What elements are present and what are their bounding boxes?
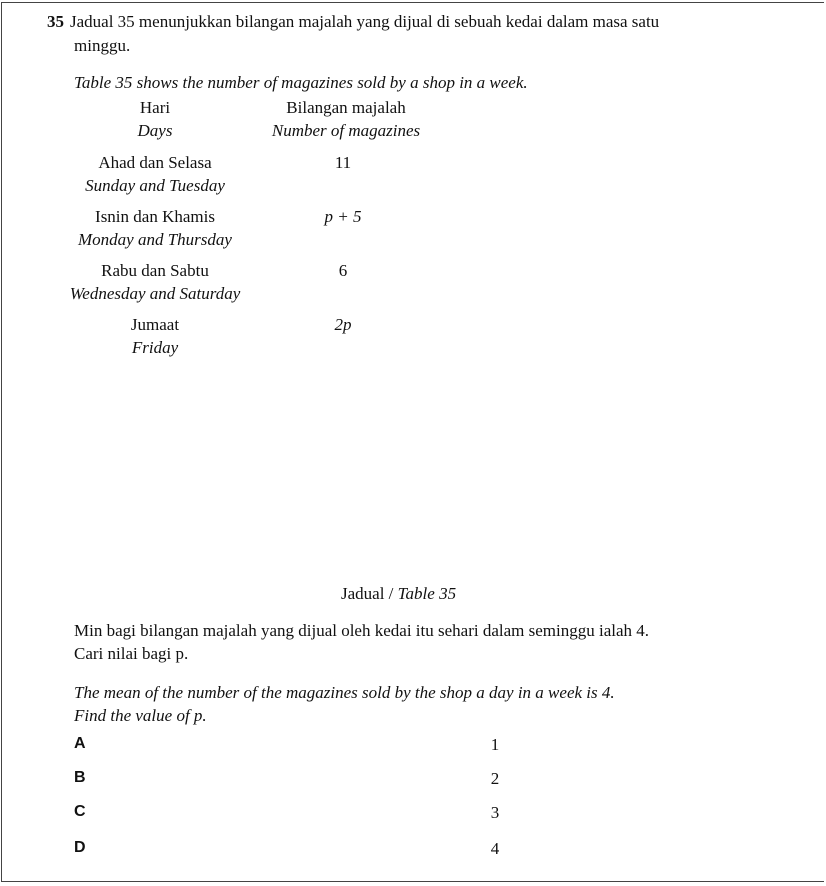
table-row-value: 11 xyxy=(334,153,352,172)
header-days-malay: Hari xyxy=(139,98,171,117)
table-row-value: 2p xyxy=(334,315,352,334)
option-a-letter[interactable]: A xyxy=(74,735,86,752)
table-row-day-malay: Rabu dan Sabtu xyxy=(101,261,209,280)
caption-english: Table 35 xyxy=(397,584,457,603)
option-c-value[interactable]: 3 xyxy=(490,803,500,822)
prompt-english-line1: The mean of the number of the magazines sold by the shop a day in a week is 4. xyxy=(74,683,615,702)
caption-malay: Jadual / xyxy=(341,584,394,603)
option-b-letter[interactable]: B xyxy=(74,769,86,786)
table-row-day-english: Monday and Thursday xyxy=(78,230,232,249)
table-caption xyxy=(341,584,456,604)
question-number: 35 xyxy=(47,12,64,31)
header-days-english: Days xyxy=(137,121,173,140)
option-b-value[interactable]: 2 xyxy=(490,769,500,788)
table-row-day-malay: Ahad dan Selasa xyxy=(98,153,212,172)
stem-english: Table 35 shows the number of magazines sold by a shop in a week. xyxy=(74,73,528,92)
header-magazines-english: Number of magazines xyxy=(271,121,421,140)
prompt-english-line2: Find the value of p. xyxy=(74,706,207,725)
prompt-malay-line1: Min bagi bilangan majalah yang dijual oleh kedai itu sehari dalam seminggu ialah 4. xyxy=(74,621,650,640)
table-row-day-english: Sunday and Tuesday xyxy=(85,176,225,195)
table-row-value: p + 5 xyxy=(324,207,362,226)
header-magazines-malay: Bilangan majalah xyxy=(286,98,406,117)
stem-malay-line2: minggu. xyxy=(74,36,131,55)
option-d-letter[interactable]: D xyxy=(74,839,86,856)
table-row-day-malay: Jumaat xyxy=(130,315,180,334)
table-row-day-malay: Isnin dan Khamis xyxy=(95,207,215,226)
option-c-letter[interactable]: C xyxy=(74,803,86,820)
option-d-value[interactable]: 4 xyxy=(490,839,500,858)
option-a-value[interactable]: 1 xyxy=(490,735,500,754)
table-row-day-english: Friday xyxy=(131,338,179,357)
table-row-value: 6 xyxy=(338,261,348,280)
prompt-malay-line2: Cari nilai bagi p. xyxy=(74,644,189,663)
table-row-day-english: Wednesday and Saturday xyxy=(69,284,241,303)
stem-malay-line1: Jadual 35 menunjukkan bilangan majalah yang dijual di sebuah kedai dalam masa satu xyxy=(70,12,660,31)
